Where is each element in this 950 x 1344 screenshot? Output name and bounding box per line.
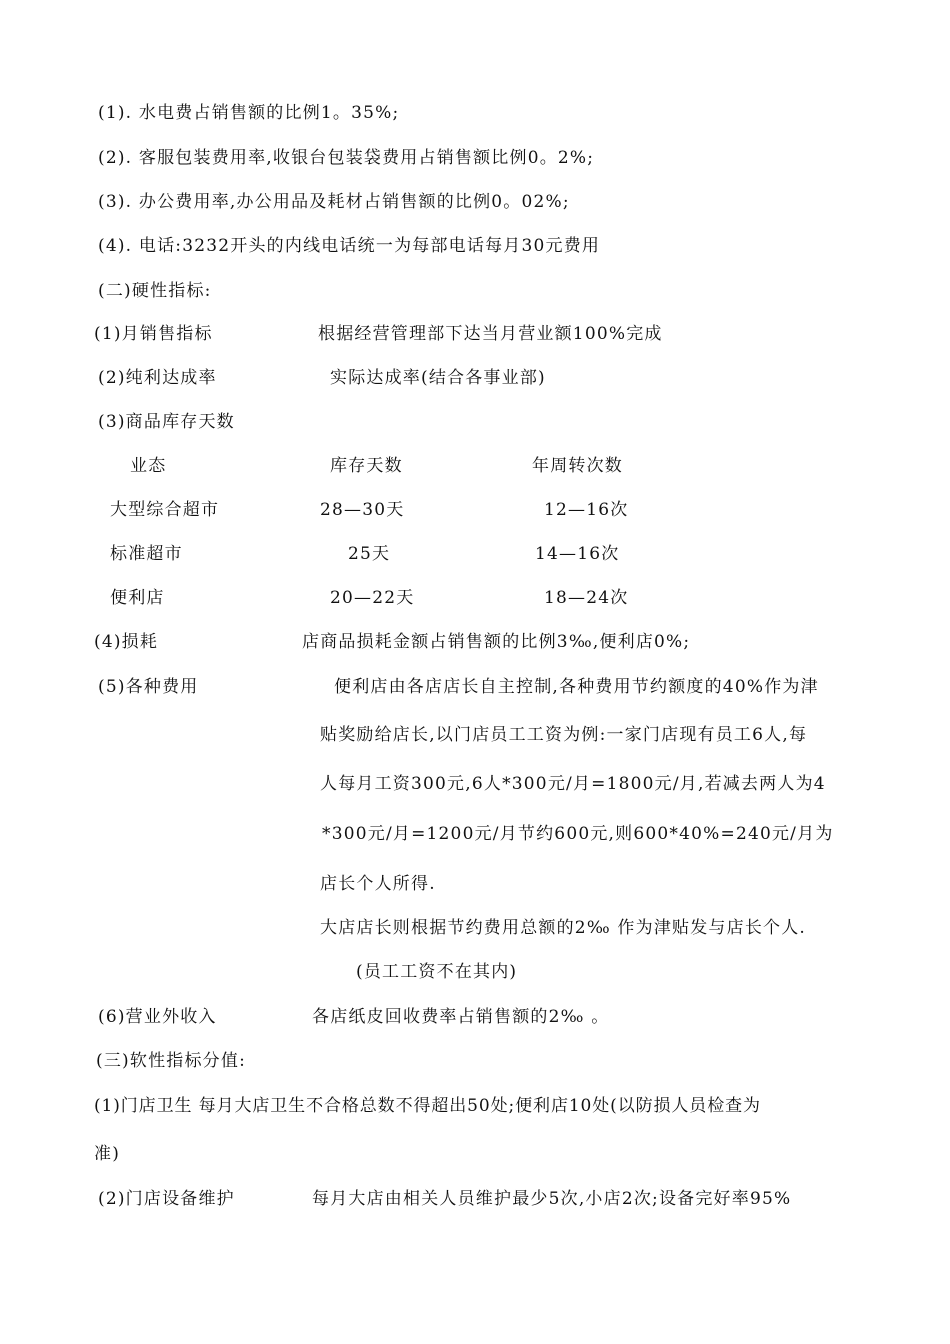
hygiene-line-continued: 准) — [94, 1144, 121, 1164]
inventory-row-format: 标准超市 — [110, 544, 183, 564]
inventory-header-format: 业态 — [130, 456, 167, 476]
loss-label: (4)损耗 — [94, 632, 159, 652]
phone-cost-line: (4). 电话:3232开头的内线电话统一为每部电话每月30元费用 — [98, 236, 601, 256]
inventory-row-days: 20—22天 — [330, 588, 415, 608]
inventory-row-format: 便利店 — [110, 588, 165, 608]
other-income-label: (6)营业外收入 — [98, 1007, 217, 1027]
equipment-value: 每月大店由相关人员维护最少5次,小店2次;设备完好率95% — [312, 1189, 792, 1209]
water-electric-cost-line: (1). 水电费占销售额的比例1。35%; — [98, 103, 400, 123]
profit-indicator-value: 实际达成率(结合各事业部) — [330, 368, 546, 388]
inventory-row-turnover: 14—16次 — [535, 544, 620, 564]
service-packaging-cost-line: (2). 客服包装费用率,收银台包装袋费用占销售额比例0。2%; — [98, 148, 595, 168]
sales-indicator-value: 根据经营管理部下达当月营业额100%完成 — [318, 324, 663, 344]
inventory-row-days: 25天 — [348, 544, 391, 564]
hard-indicators-heading: (二)硬性指标: — [98, 281, 212, 301]
inventory-row-turnover: 18—24次 — [544, 588, 629, 608]
sales-indicator-label: (1)月销售指标 — [94, 324, 213, 344]
expenses-line: 店长个人所得. — [320, 874, 436, 894]
expenses-line: 人每月工资300元,6人*300元/月=1800元/月,若减去两人为4 — [320, 774, 826, 794]
hygiene-line: (1)门店卫生 每月大店卫生不合格总数不得超出50处;便利店10处(以防损人员检查为 — [94, 1096, 761, 1116]
inventory-header-days: 库存天数 — [330, 456, 403, 476]
soft-indicators-heading: (三)软性指标分值: — [96, 1051, 246, 1071]
inventory-header-turnover: 年周转次数 — [532, 456, 623, 476]
expenses-line: 便利店由各店店长自主控制,各种费用节约额度的40%作为津 — [334, 677, 819, 697]
loss-value: 店商品损耗金额占销售额的比例3‰,便利店0%; — [302, 632, 691, 652]
expenses-line: 大店店长则根据节约费用总额的2‰ 作为津贴发与店长个人. — [320, 918, 807, 938]
other-income-value: 各店纸皮回收费率占销售额的2‰ 。 — [312, 1007, 610, 1027]
expenses-note: (员工工资不在其内) — [356, 962, 518, 982]
office-cost-line: (3). 办公费用率,办公用品及耗材占销售额的比例0。02%; — [98, 192, 570, 212]
profit-indicator-label: (2)纯利达成率 — [98, 368, 217, 388]
inventory-row-turnover: 12—16次 — [544, 500, 629, 520]
inventory-row-format: 大型综合超市 — [110, 500, 220, 520]
inventory-row-days: 28—30天 — [320, 500, 405, 520]
expenses-line: *300元/月=1200元/月节约600元,则600*40%=240元/月为 — [322, 824, 834, 844]
equipment-label: (2)门店设备维护 — [98, 1189, 235, 1209]
expenses-line: 贴奖励给店长,以门店员工工资为例:一家门店现有员工6人,每 — [320, 725, 808, 745]
inventory-days-label: (3)商品库存天数 — [98, 412, 235, 432]
expenses-label: (5)各种费用 — [98, 677, 199, 697]
